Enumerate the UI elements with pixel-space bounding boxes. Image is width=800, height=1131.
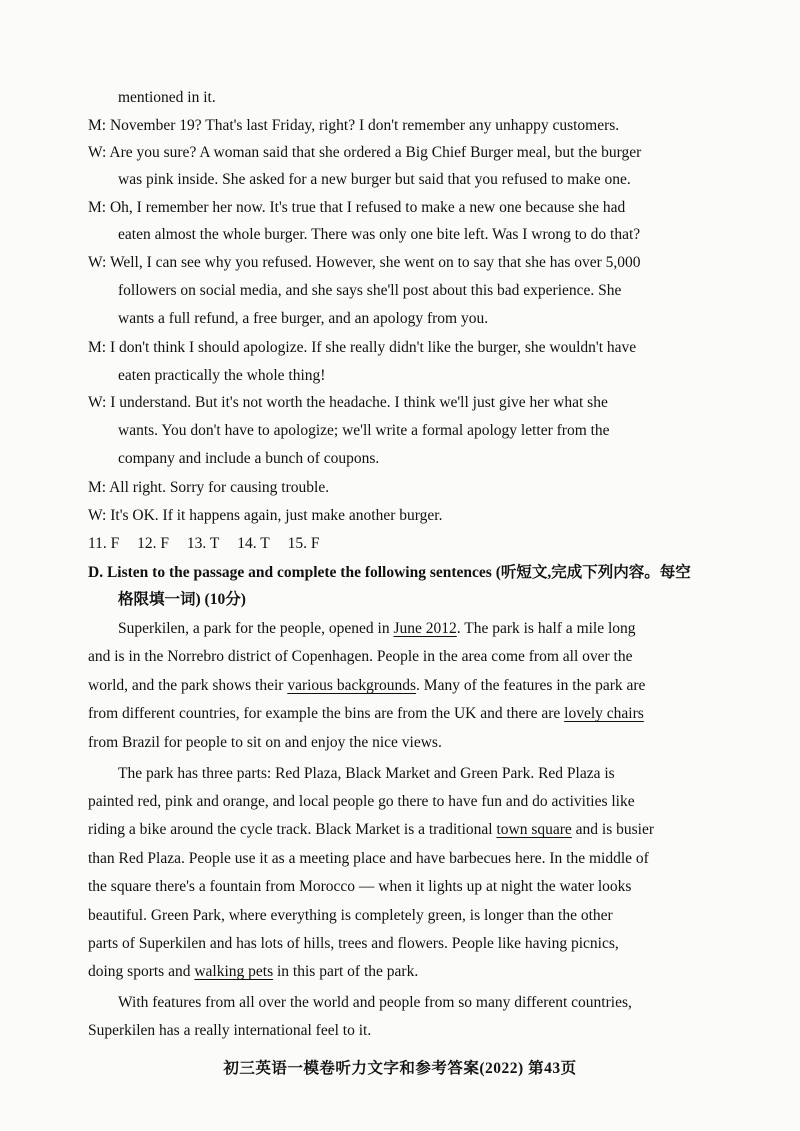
dialogue-line: was pink inside. She asked for a new burger but said that you refused to make one.: [118, 171, 631, 188]
dialogue-line: W: Well, I can see why you refused. However, she went on to say that she has over 5,000: [88, 254, 641, 271]
dialogue-line: W: I understand. But it's not worth the headache. I think we'll just give her what she: [88, 394, 608, 411]
passage-line: With features from all over the world and people from so many different countries,: [118, 994, 632, 1011]
passage-line: Superkilen has a really international feel to it.: [88, 1022, 372, 1039]
dialogue-line: M: November 19? That's last Friday, right? I don't remember any unhappy customers.: [88, 117, 620, 134]
section-d-heading-cont: 格限填一词) (10分): [118, 591, 246, 608]
dialogue-line: company and include a bunch of coupons.: [118, 450, 380, 467]
answer-blank: town square: [496, 821, 572, 838]
answer-14: 14. T: [237, 535, 270, 552]
section-d-heading: D. Listen to the passage and complete the following sentences (听短文,完成下列内容。每空: [88, 564, 691, 581]
passage-line: Superkilen, a park for the people, opened in June 2012. The park is half a mile long: [118, 620, 636, 637]
answer-key: [88, 534, 333, 554]
passage-line: doing sports and walking pets in this part of the park.: [88, 963, 419, 980]
passage-line: world, and the park shows their various backgrounds. Many of the features in the park are: [88, 677, 646, 694]
passage-line: riding a bike around the cycle track. Black Market is a traditional town square and is busier: [88, 821, 655, 838]
dialogue-line: wants a full refund, a free burger, and an apology from you.: [118, 310, 489, 327]
passage-line: the square there's a fountain from Morocco — when it lights up at night the water looks: [88, 878, 632, 895]
passage-line: parts of Superkilen and has lots of hills, trees and flowers. People like having picnics,: [88, 935, 619, 952]
passage-line: from Brazil for people to sit on and enjoy the nice views.: [88, 734, 442, 751]
passage-line: from different countries, for example the bins are from the UK and there are lovely chairs: [88, 705, 644, 722]
answer-blank: June 2012: [393, 620, 457, 637]
passage-line: painted red, pink and orange, and local people go there to have fun and do activities like: [88, 793, 635, 810]
passage-line: than Red Plaza. People use it as a meeting place and have barbecues here. In the middle of: [88, 850, 649, 867]
passage-line: The park has three parts: Red Plaza, Black Market and Green Park. Red Plaza is: [118, 765, 615, 782]
dialogue-line: followers on social media, and she says she'll post about this bad experience. She: [118, 282, 622, 299]
answer-blank: lovely chairs: [564, 705, 644, 722]
answer-blank: various backgrounds: [287, 677, 417, 694]
passage-line: and is in the Norrebro district of Copenhagen. People in the area come from all over the: [88, 648, 633, 665]
page-footer: 初三英语一模卷听力文字和参考答案(2022) 第43页: [223, 1060, 577, 1077]
answer-12: 12. F: [137, 535, 170, 552]
dialogue-line: M: Oh, I remember her now. It's true that I refused to make a new one because she had: [88, 199, 626, 216]
dialogue-line: eaten almost the whole burger. There was only one bite left. Was I wrong to do that?: [118, 226, 641, 243]
dialogue-line: mentioned in it.: [118, 89, 216, 106]
answer-15: 15. F: [287, 535, 320, 552]
answer-13: 13. T: [186, 535, 220, 552]
passage-line: beautiful. Green Park, where everything is completely green, is longer than the other: [88, 907, 613, 924]
answer-11: 11. F: [88, 535, 120, 552]
dialogue-line: W: Are you sure? A woman said that she ordered a Big Chief Burger meal, but the burger: [88, 144, 642, 161]
answer-blank: walking pets: [194, 963, 274, 980]
dialogue-line: M: All right. Sorry for causing trouble.: [88, 479, 330, 496]
dialogue-line: M: I don't think I should apologize. If she really didn't like the burger, she wouldn't have: [88, 339, 637, 356]
dialogue-line: W: It's OK. If it happens again, just make another burger.: [88, 507, 443, 524]
dialogue-line: wants. You don't have to apologize; we'll write a formal apology letter from the: [118, 422, 610, 439]
dialogue-line: eaten practically the whole thing!: [118, 367, 326, 384]
